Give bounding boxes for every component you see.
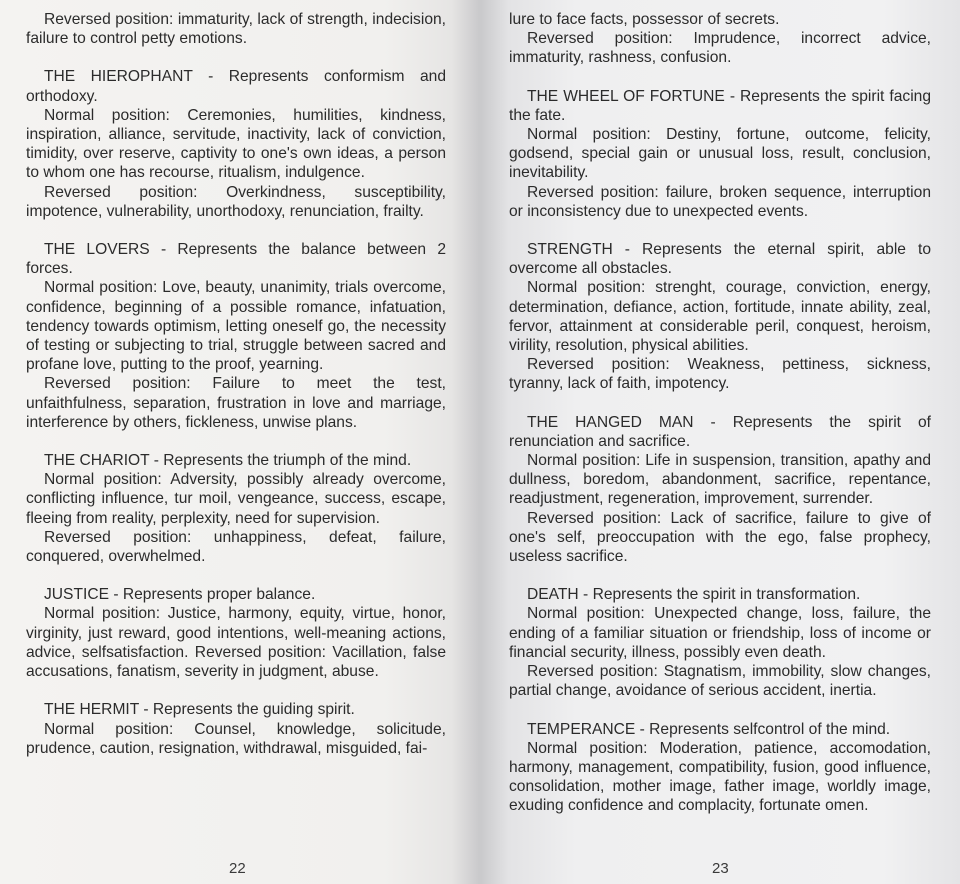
normal-position: Normal position: Ceremonies, humilities, kindness, inspiration, alliance, servitude, inactivity, lack of conviction, timidity, over reserve, captivity to one's own ideas, a person to whom one has recourse, ritualism, indulgence.	[26, 106, 446, 182]
entry-lovers: THE LOVERS - Represents the balance between 2 forces. Normal position: Love, beauty, unanimity, trials overcome, confidence, beginning of a possible romance, infatuation, tendency towards optimism, letting oneself go, the necessity of testing or subjecting to trial, struggle between sacred and profane love, putting to the proof, yearning. Reversed position: Failure to meet the test, unfaithfulness, separation, frustration in love and marriage, interference by others, fickleness, unwise plans.	[26, 241, 446, 431]
entry-title: STRENGTH	[527, 241, 613, 259]
entry-continued	[26, 10, 446, 48]
reversed-position: Reversed position: Failure to meet the test, unfaithfulness, separation, frustration in love and marriage, interference by others, fickleness, unwise plans.	[26, 375, 446, 431]
entry-description: Represents the guiding spirit.	[152, 701, 355, 719]
page-number-left: 22	[229, 860, 246, 877]
entry-description: Represents the spirit in transformation.	[592, 586, 861, 604]
left-page	[26, 10, 446, 777]
reversed-position: Reversed position: failure, broken sequence, interruption or inconsistency due to unexpected events.	[509, 183, 931, 220]
normal-position: Normal position: Adversity, possibly already overcome, conflicting influence, tur moil, vengeance, success, escape, fleeing from reality, perplexity, need for supervision.	[26, 471, 446, 527]
entry-description: Represents the balance between 2 forces.	[26, 241, 446, 278]
entry-justice: JUSTICE - Represents proper balance. Normal position: Justice, harmony, equity, virtue, honor, virginity, just reward, good intentions, well-meaning actions, advice, selfsatisfaction. Reversed position: Vacillation, false accusations, fanatism, severity in judgment, abuse.	[26, 586, 446, 681]
entry-description: Represents the spirit of renunciation and sacrifice.	[509, 413, 931, 450]
normal-position: Normal position: Unexpected change, loss, failure, the ending of a familiar situation or friendship, loss of income or financial security, illness, possibly even death.	[509, 605, 931, 661]
entry-wheel-of-fortune: THE WHEEL OF FORTUNE - Represents the spirit facing the fate. Normal position: Destiny, fortune, outcome, felicity, godsend, special gain or unusual loss, result, conclusion, inevitability. Reversed position: failure, broken sequence, interruption or inconsistency due to unexpected events.	[509, 87, 931, 220]
continued-text: Reversed position: immaturity, lack of strength, indecision, failure to control petty emotions.	[26, 11, 446, 48]
reversed-position: Reversed position: unhappiness, defeat, failure, conquered, overwhelmed.	[26, 528, 446, 566]
reversed-position: Reversed position: Lack of sacrifice, failure to give of one's self, preoccupation with the ego, false prophecy, useless sacrifice.	[509, 509, 931, 566]
entry-description: Represents conformism and orthodoxy.	[26, 68, 446, 105]
entry-description: Represents the eternal spirit, able to overcome all obstacles.	[509, 241, 931, 278]
entry-temperance: TEMPERANCE - Represents selfcontrol of the mind. Normal position: Moderation, patience, accomodation, harmony, management, compatibility, fusion, good influence, consolidation, mother image, father image, worldly image, exuding confidence and complacity, fortunate omen.	[509, 720, 931, 815]
entry-description: Represents selfcontrol of the mind.	[649, 720, 891, 738]
entry-title: THE CHARIOT	[44, 452, 150, 470]
entry-hanged-man: THE HANGED MAN - Represents the spirit of renunciation and sacrifice. Normal position: Life in suspension, transition, apathy and dullness, boredom, abandonment, sacrifice, repentance, readjustment, regeneration, improvement, surrender. Reversed position: Lack of sacrifice, failure to give of one's self, preoccupation with the ego, false prophecy, useless sacrifice.	[509, 413, 931, 566]
normal-position: Normal position: Justice, harmony, equity, virtue, honor, virginity, just reward, good intentions, well-meaning actions, advice, selfsatisfaction. Reversed position: Vacillation, false accusations, fanatism, severity in judgment, abuse.	[26, 605, 446, 681]
reversed-position: Reversed position: Stagnatism, immobility, slow changes, partial change, avoidance of serious accident, inertia.	[509, 663, 931, 700]
entry-strength: STRENGTH - Represents the eternal spirit, able to overcome all obstacles. Normal position: strenght, courage, conviction, energy, determination, defiance, action, fortitude, innate ability, zeal, fervor, attainment at considerable peril, conquest, heroism, virility, resolution, physical abilities. Reversed position: Weakness, pettiness, sickness, tyranny, lack of faith, impotency.	[509, 241, 931, 393]
continued-text: lure to face facts, possessor of secrets.	[509, 11, 780, 28]
entry-description: Represents the spirit facing the fate.	[509, 87, 931, 124]
entry-title: TEMPERANCE	[527, 720, 636, 738]
reversed-position: Reversed position: Overkindness, susceptibility, impotence, vulnerability, unorthodoxy, renunciation, frailty.	[26, 183, 446, 220]
entry-description: Represents the triumph of the mind.	[163, 452, 412, 470]
normal-position: Normal position: Moderation, patience, accomodation, harmony, management, compatibility, fusion, good influence, consolidation, mother image, father image, worldly image, exuding confidence and complacity, fortunate omen.	[509, 739, 931, 815]
entry-title: THE HANGED MAN	[527, 413, 694, 431]
entry-death: DEATH - Represents the spirit in transformation. Normal position: Unexpected change, loss, failure, the ending of a familiar situation or friendship, loss of income or financial security, illness, possibly even death. Reversed position: Stagnatism, immobility, slow changes, partial change, avoidance of serious accident, inertia.	[509, 586, 931, 700]
entry-title: THE LOVERS	[44, 241, 150, 259]
entry-chariot: THE CHARIOT - Represents the triumph of the mind. Normal position: Adversity, possibly already overcome, conflicting influence, tur moil, vengeance, success, escape, fleeing from reality, perplexity, need for supervision. Reversed position: unhappiness, defeat, failure, conquered, overwhelmed.	[26, 452, 446, 566]
normal-position: Normal position: Destiny, fortune, outcome, felicity, godsend, special gain or unusual loss, result, conclusion, inevitability.	[509, 126, 931, 182]
right-page	[509, 10, 931, 835]
entry-hermit: THE HERMIT - Represents the guiding spirit. Normal position: Counsel, knowledge, solicitude, prudence, caution, resignation, withdrawal, misguided, fai-	[26, 701, 446, 757]
entry-title: THE HIEROPHANT	[44, 68, 193, 86]
normal-position: Normal position: Love, beauty, unanimity, trials overcome, confidence, beginning of a possible romance, infatuation, tendency towards optimism, letting oneself go, the necessity of testing or subjecting to trial, struggle between sacred and profane love, putting to the proof, yearning.	[26, 279, 446, 374]
entry-continued	[509, 10, 931, 68]
entry-title: JUSTICE	[44, 586, 109, 604]
reversed-position: Reversed position: Weakness, pettiness, sickness, tyranny, lack of faith, impotency.	[509, 356, 931, 393]
entry-title: THE WHEEL OF FORTUNE	[527, 87, 725, 105]
entry-title: THE HERMIT	[44, 701, 140, 719]
normal-position: Normal position: Life in suspension, transition, apathy and dullness, boredom, abandonment, sacrifice, repentance, readjustment, regeneration, improvement, surrender.	[509, 452, 931, 508]
page-number-right: 23	[712, 860, 729, 877]
normal-position: Normal position: Counsel, knowledge, solicitude, prudence, caution, resignation, withdrawal, misguided, fai-	[26, 720, 446, 757]
entry-description: Represents proper balance.	[122, 586, 316, 604]
normal-position: Normal position: strenght, courage, conviction, energy, determination, defiance, action, fortitude, innate ability, zeal, fervor, attainment at considerable peril, conquest, heroism, virility, resolution, physical abilities.	[509, 279, 931, 355]
reversed-position: Reversed position: Imprudence, incorrect advice, immaturity, rashness, confusion.	[509, 30, 931, 67]
entry-title: DEATH	[527, 586, 579, 604]
entry-hierophant: THE HIEROPHANT - Represents conformism and orthodoxy. Normal position: Ceremonies, humilities, kindness, inspiration, alliance, servitude, inactivity, lack of conviction, timidity, over reserve, captivity to one's own ideas, a person to whom one has recourse, ritualism, indulgence. Reversed position: Overkindness, susceptibility, impotence, vulnerability, unorthodoxy, renunciation, frailty.	[26, 68, 446, 220]
